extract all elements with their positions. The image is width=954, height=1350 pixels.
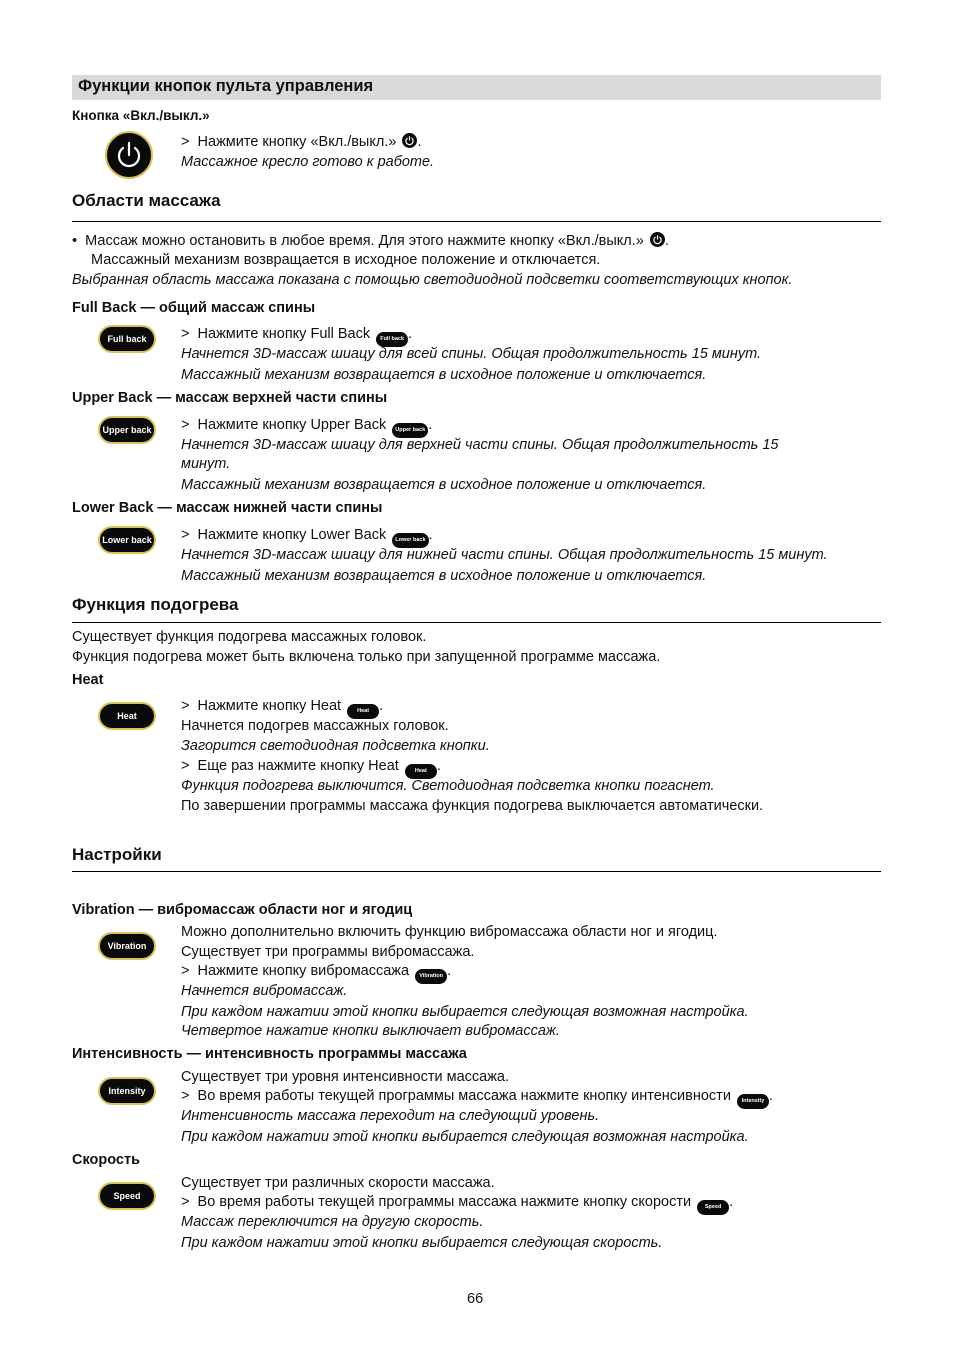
vibration-result-3: Четвертое нажатие кнопки выключает вибромассаж.: [181, 1023, 560, 1039]
full-back-result: Начнется 3D-массаж шиацу для всей спины. Общая продолжительность 15 минут.: [181, 346, 762, 362]
lower-back-result: Начнется 3D-массаж шиацу для нижней части спины. Общая продолжительность 15 минут.: [181, 547, 828, 563]
bullet-item-cont: Массажный механизм возвращается в исходное положение и отключается.: [91, 252, 601, 268]
heat-result-2: Загорится светодиодная подсветка кнопки.: [181, 738, 490, 754]
power-button[interactable]: [105, 131, 153, 179]
upper-back-step: > Нажмите кнопку Upper Back Upper back .: [181, 415, 432, 438]
intensity-button[interactable]: Intensity: [98, 1077, 156, 1105]
vibration-button[interactable]: Vibration: [98, 932, 156, 960]
upper-back-title: Upper Back — массаж верхней части спины: [72, 390, 388, 406]
vibration-text: Можно дополнительно включить функцию вибромассажа области ног и ягодиц.: [181, 924, 718, 940]
upper-back-result-cont: минут.: [181, 456, 231, 472]
heat-button[interactable]: Heat: [98, 702, 156, 730]
page-number: 66: [467, 1291, 484, 1307]
intensity-mini-button: Intensity: [737, 1094, 769, 1109]
vibration-step: > Нажмите кнопку вибромассажа Vibration .: [181, 961, 451, 984]
heat-title: Heat: [72, 672, 104, 688]
lower-back-title: Lower Back — массаж нижней части спины: [72, 500, 383, 516]
divider: [72, 622, 881, 623]
full-back-button[interactable]: Full back: [98, 325, 156, 353]
speed-text: Существует три различных скорости массажа.: [181, 1175, 495, 1191]
heat-result-4: По завершении программы массажа функция подогрева выключается автоматически.: [181, 798, 764, 814]
vibration-text: Существует три программы вибромассажа.: [181, 944, 475, 960]
heat-result-3: Функция подогрева выключится. Светодиодная подсветка кнопки погаснет.: [181, 778, 715, 794]
full-back-title: Full Back — общий массаж спины: [72, 300, 316, 316]
upper-back-result-2: Массажный механизм возвращается в исходное положение и отключается.: [181, 477, 707, 493]
speed-mini-button: Speed: [697, 1200, 729, 1215]
speed-title: Скорость: [72, 1152, 140, 1168]
heat-mini-button: Heat: [347, 704, 379, 719]
vibration-result: Начнется вибромассаж.: [181, 983, 348, 999]
power-title: Кнопка «Вкл./выкл.»: [72, 108, 210, 123]
upper-back-mini-button: Upper back: [392, 423, 428, 438]
full-back-step: > Нажмите кнопку Full Back Full back .: [181, 324, 412, 347]
intensity-title: Интенсивность — интенсивность программы массажа: [72, 1046, 467, 1062]
full-back-mini-button: Full back: [376, 332, 408, 347]
heat-mini-button: Heat: [405, 764, 437, 779]
intensity-step: > Во время работы текущей программы массажа нажмите кнопку интенсивности Intensity .: [181, 1086, 773, 1109]
upper-back-result: Начнется 3D-массаж шиацу для верхней части спины. Общая продолжительность 15: [181, 437, 779, 453]
lower-back-mini-button: Lower back: [392, 533, 428, 548]
speed-button[interactable]: Speed: [98, 1182, 156, 1210]
power-mini-icon: [650, 232, 665, 247]
heating-heading: Функция подогрева: [72, 595, 239, 614]
vibration-result-2: При каждом нажатии этой кнопки выбирается следующая возможная настройка.: [181, 1004, 749, 1020]
bullet-item: • Массаж можно остановить в любое время. Для этого нажмите кнопку «Вкл./выкл.» .: [72, 233, 669, 249]
divider: [72, 871, 881, 872]
vibration-title: Vibration — вибромассаж области ног и ягодиц: [72, 902, 413, 918]
speed-result: Массаж переключится на другую скорость.: [181, 1214, 484, 1230]
settings-heading: Настройки: [72, 845, 162, 864]
power-mini-icon: [402, 133, 417, 148]
lower-back-result-2: Массажный механизм возвращается в исходное положение и отключается.: [181, 568, 707, 584]
speed-result-2: При каждом нажатии этой кнопки выбирается следующая скорость.: [181, 1235, 663, 1251]
lower-back-button[interactable]: Lower back: [98, 526, 156, 554]
heating-paragraph: Функция подогрева может быть включена только при запущенной программе массажа.: [72, 649, 661, 665]
power-step: > Нажмите кнопку «Вкл./выкл.» .: [181, 134, 422, 150]
speed-step: > Во время работы текущей программы массажа нажмите кнопку скорости Speed .: [181, 1192, 733, 1215]
heat-step: > Нажмите кнопку Heat Heat .: [181, 696, 383, 719]
intensity-text: Существует три уровня интенсивности массажа.: [181, 1069, 509, 1085]
section-banner-title: Функции кнопок пульта управления: [78, 77, 374, 95]
lower-back-step: > Нажмите кнопку Lower Back Lower back .: [181, 525, 433, 548]
intensity-result-2: При каждом нажатии этой кнопки выбирается следующая возможная настройка.: [181, 1129, 749, 1145]
power-result: Массажное кресло готово к работе.: [181, 154, 435, 170]
intensity-result: Интенсивность массажа переходит на следующий уровень.: [181, 1108, 600, 1124]
full-back-result-2: Массажный механизм возвращается в исходное положение и отключается.: [181, 367, 707, 383]
heat-result: Начнется подогрев массажных головок.: [181, 718, 449, 734]
upper-back-button[interactable]: Upper back: [98, 416, 156, 444]
heating-paragraph: Существует функция подогрева массажных головок.: [72, 629, 427, 645]
power-icon: [107, 133, 151, 177]
massage-areas-heading: Области массажа: [72, 191, 221, 210]
areas-note: Выбранная область массажа показана с помощью светодиодной подсветки соответствующих кнопок.: [72, 272, 793, 288]
heat-step-2: > Еще раз нажмите кнопку Heat Heat .: [181, 756, 441, 779]
divider: [72, 221, 881, 222]
vibration-mini-button: Vibration: [415, 969, 447, 984]
